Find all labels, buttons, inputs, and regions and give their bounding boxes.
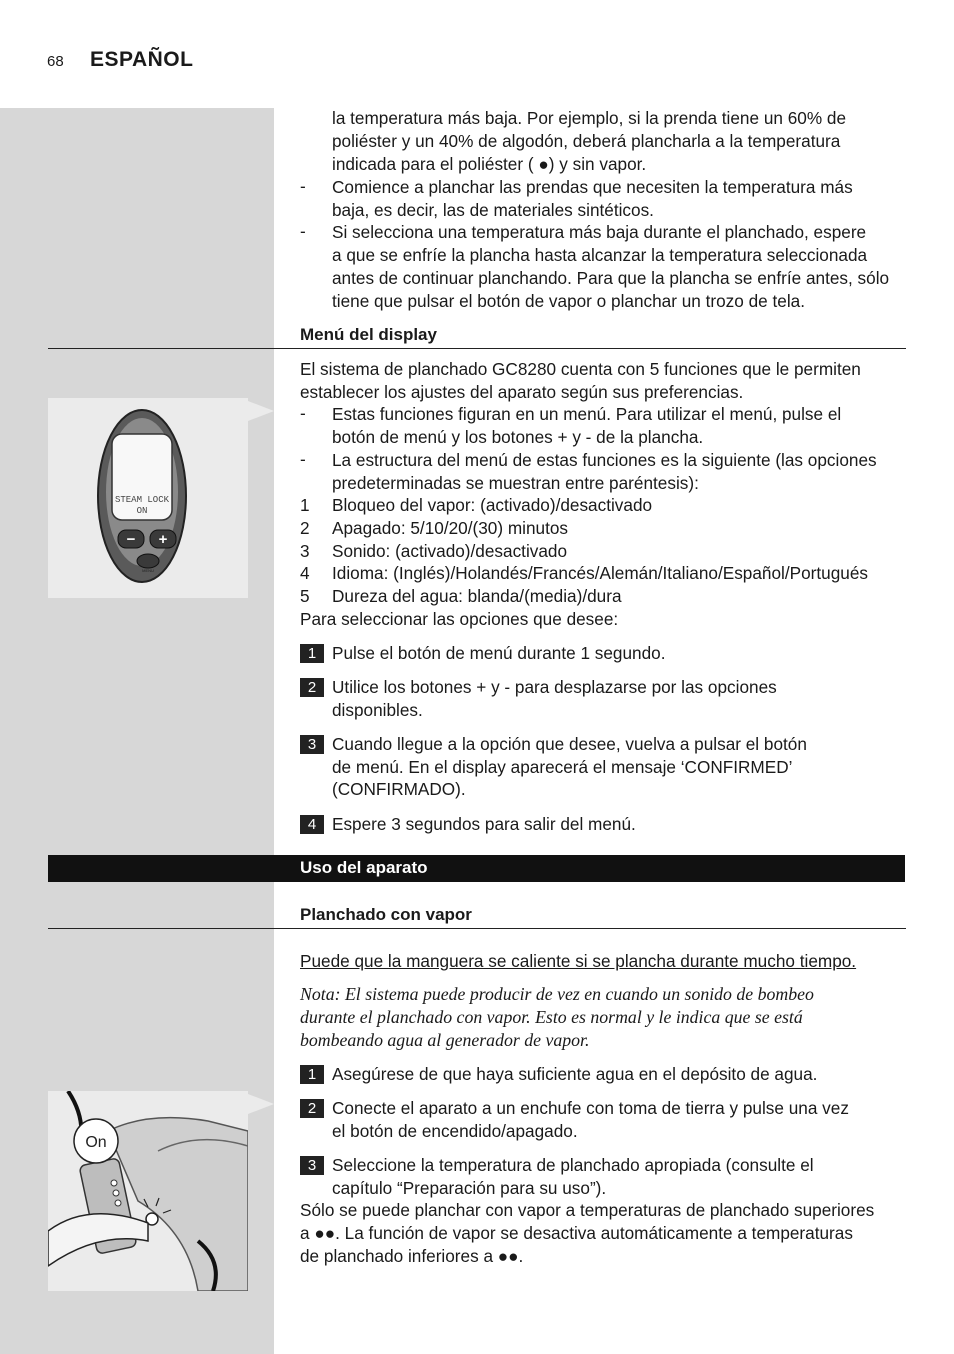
bullet-line: La estructura del menú de estas funciones es la siguiente (las opciones [332,450,877,470]
option-number: 3 [300,541,310,561]
usage-band-title: Uso del aparato [300,858,428,877]
bullet-line: predeterminadas se muestran entre paréntesis): [332,473,699,493]
power-on-illustration [48,1091,248,1291]
intro-line: la temperatura más baja. Por ejemplo, si la prenda tiene un 60% de [332,108,847,128]
bullet-dash: - [300,221,306,241]
step-text: Conecte el aparato a un enchufe con toma de tierra y pulse una vez [332,1098,849,1118]
note-line: Nota: El sistema puede producir de vez en cuando un sonido de bombeo [300,984,814,1004]
steam-ironing-heading: Planchado con vapor [300,905,472,924]
section-language-title: ESPAÑOL [90,48,194,71]
step-text: Asegúrese de que haya suficiente agua en el depósito de agua. [332,1064,818,1084]
option-number: 5 [300,586,310,606]
step-number-badge: 3 [300,1156,324,1175]
intro-line: poliéster y un 40% de algodón, deberá plancharla a la temperatura [332,131,841,151]
step-text: de menú. En el display aparecerá el mensaje ‘CONFIRMED’ [332,757,793,777]
menu-section-heading: Menú del display [300,325,437,344]
power-button-drawing [48,1091,248,1291]
step-text: Seleccione la temperatura de planchado apropiada (consulte el [332,1155,814,1175]
bullet-line: antes de continuar planchando. Para que la plancha se enfríe antes, sólo [332,268,890,288]
step-text: el botón de encendido/apagado. [332,1121,578,1141]
bullet-dash: - [300,449,306,469]
step-text: (CONFIRMADO). [332,779,466,799]
final-line: a ●●. La función de vapor se desactiva automáticamente a temperaturas [300,1223,853,1243]
final-line: de planchado inferiores a ●●. [300,1246,524,1266]
step-number-badge: 3 [300,735,324,754]
page-number: 68 [47,53,64,70]
step-number-badge: 2 [300,1099,324,1118]
menu-para-line: El sistema de planchado GC8280 cuenta con 5 funciones que le permiten [300,359,861,379]
section-rule [48,928,906,929]
step-number-badge: 1 [300,1065,324,1084]
step-text: disponibles. [332,700,423,720]
display-text-line2: ON [136,506,148,516]
menu-para-line: establecer los ajustes del aparato según sus preferencias. [300,382,744,402]
option-number: 1 [300,495,310,515]
menu-button-label: MENU [142,568,154,573]
section-rule [48,348,906,349]
iron-handle-display-drawing [48,398,248,598]
bullet-line: botón de menú y los botones + y - de la plancha. [332,427,704,447]
bullet-line: Si selecciona una temperatura más baja durante el planchado, espere [332,222,867,242]
final-line: Sólo se puede planchar con vapor a temperaturas de planchado superiores [300,1200,875,1220]
select-intro: Para seleccionar las opciones que desee: [300,609,619,629]
minus-icon: − [126,531,136,548]
on-label: On [85,1134,107,1151]
option-text: Apagado: 5/10/20/(30) minutos [332,518,569,538]
intro-line: indicada para el poliéster ( ●) y sin vapor. [332,154,647,174]
section-band [48,855,905,882]
option-text: Idioma: (Inglés)/Holandés/Francés/Alemán/Italiano/Español/Portugués [332,563,868,583]
option-text: Dureza del agua: blanda/(media)/dura [332,586,622,606]
callout-pointer [248,1094,274,1114]
step-text: capítulo “Preparación para su uso”). [332,1178,607,1198]
display-text-line1: STEAM LOCK [114,495,170,505]
bullet-line: a que se enfríe la plancha hasta alcanzar la temperatura seleccionada [332,245,868,265]
bullet-line: Estas funciones figuran en un menú. Para utilizar el menú, pulse el [332,404,842,424]
step-text: Cuando llegue a la opción que desee, vuelva a pulsar el botón [332,734,807,754]
display-illustration [48,398,248,598]
bullet-line: tiene que pulsar el botón de vapor o planchar un trozo de tela. [332,291,805,311]
option-text: Bloqueo del vapor: (activado)/desactivado [332,495,653,515]
bullet-line: baja, es decir, las de materiales sintéticos. [332,200,654,220]
step-text: Utilice los botones + y - para desplazarse por las opciones [332,677,777,697]
step-number-badge: 4 [300,815,324,834]
option-number: 4 [300,563,310,583]
step-number-badge: 1 [300,644,324,663]
option-number: 2 [300,518,310,538]
note-line: bombeando agua al generador de vapor. [300,1030,590,1050]
hose-warning: Puede que la manguera se caliente si se plancha durante mucho tiempo. [300,951,857,971]
bullet-dash: - [300,176,306,196]
callout-pointer [248,401,274,421]
note-line: durante el planchado con vapor. Esto es normal y le indica que se está [300,1007,803,1027]
plus-icon: + [158,531,168,548]
bullet-dash: - [300,403,306,423]
step-text: Pulse el botón de menú durante 1 segundo. [332,643,666,663]
step-text: Espere 3 segundos para salir del menú. [332,814,636,834]
step-number-badge: 2 [300,678,324,697]
option-text: Sonido: (activado)/desactivado [332,541,568,561]
bullet-line: Comience a planchar las prendas que necesiten la temperatura más [332,177,853,197]
